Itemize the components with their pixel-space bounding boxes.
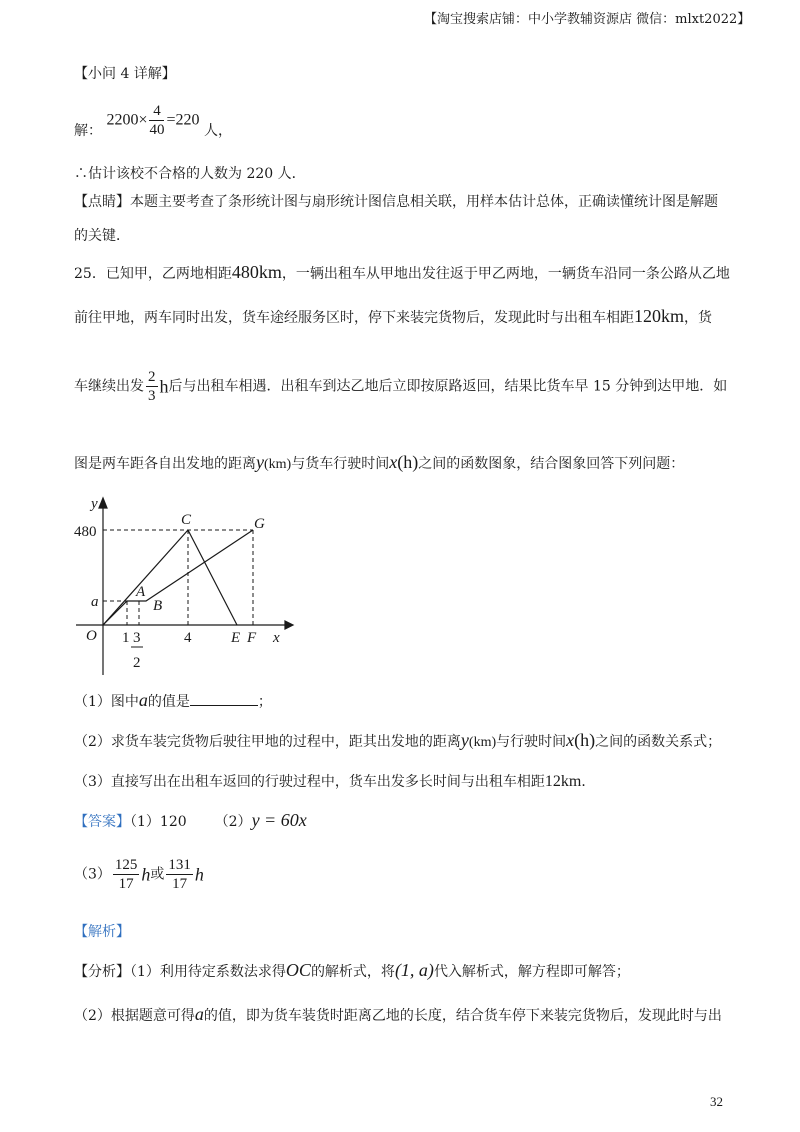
- problem-line4-b: 与货车行驶时间: [291, 456, 390, 472]
- answer-line1: [74, 810, 307, 832]
- analysis-l1-oc: OC: [285, 960, 311, 980]
- analysis-l1-b: 的解析式，将: [310, 964, 395, 980]
- page-number: 32: [710, 1094, 723, 1109]
- problem-frac-den: 3: [148, 388, 156, 404]
- problem-unit-h: h: [159, 376, 169, 397]
- q2-c: 之间的函数关系式；: [595, 734, 722, 750]
- q4-frac-den: 40: [149, 122, 165, 138]
- q4-conclusion: ∴估计该校不合格的人数为 220 人．: [74, 166, 306, 182]
- label-a: a: [91, 594, 99, 610]
- analysis-line2: [74, 1004, 722, 1026]
- problem-line4-c: 之间的函数图象，结合图象回答下列问题：: [418, 456, 685, 472]
- problem-var-x: x: [389, 452, 398, 472]
- problem-line3-a: 车继续出发: [74, 378, 144, 395]
- question-2: [74, 730, 721, 753]
- label-480: 480: [74, 524, 97, 540]
- x-axis-arrow: [285, 621, 293, 629]
- q1-a: （1）图中: [74, 694, 139, 710]
- answer-f1-den: 17: [118, 876, 134, 892]
- problem-line1: [74, 262, 730, 284]
- problem-line3: [74, 368, 727, 408]
- q4-fraction: [149, 102, 164, 139]
- label-F: F: [247, 630, 257, 646]
- line-OC: [103, 530, 188, 625]
- answer-h2: h: [194, 864, 204, 885]
- answer-h1: h: [141, 864, 151, 885]
- question-1: [74, 690, 272, 712]
- answer-p3: （3）: [74, 866, 111, 883]
- q1-blank: [190, 691, 258, 706]
- label-G: G: [254, 516, 265, 532]
- q4-expr-right: =220: [166, 111, 200, 129]
- problem-line3-b: 后与出租车相遇．出租车到达乙地后立即按原路返回，结果比货车早 15 分钟到达甲地．如: [168, 378, 728, 395]
- answer-p2: （2）: [214, 814, 252, 830]
- label-O: O: [86, 628, 97, 644]
- line-OABG: [103, 530, 253, 625]
- q4-sol-prefix: 解：: [74, 122, 102, 139]
- label-B: B: [153, 598, 163, 614]
- label-C: C: [181, 512, 192, 528]
- problem-line2-b: ，货: [684, 310, 713, 326]
- analysis-l1-c: 代入解析式，解方程即可解答；: [433, 964, 630, 980]
- problem-dist2: 120km: [634, 306, 685, 326]
- answer-line3: [74, 856, 204, 900]
- answer-p2-expr: y = 60x: [251, 810, 307, 830]
- answer-p1: （1）120: [130, 814, 187, 830]
- problem-dist1: 480km: [231, 262, 282, 282]
- q1-b: 的值是: [147, 694, 190, 710]
- q1-var: a: [138, 690, 148, 710]
- label-x: x: [273, 630, 280, 646]
- q4-solution: [74, 102, 232, 142]
- problem-line2: [74, 306, 712, 328]
- problem-paren-h: (h): [397, 452, 419, 472]
- label-E: E: [231, 630, 241, 646]
- answer-or: 或: [150, 866, 165, 883]
- function-graph: [60, 490, 300, 686]
- q4-expr-left: 2200×: [106, 111, 148, 129]
- analysis-line1: [74, 960, 630, 982]
- q3-b: ．: [581, 774, 596, 790]
- answer-label: 【答案】: [74, 814, 130, 830]
- q4-frac-num: 4: [149, 102, 164, 121]
- q2-a: （2）求货车装完货物后驶往甲地的过程中，距其出发地的距离: [74, 734, 461, 750]
- problem-line4-a: 图是两车距各自出发地的距离: [74, 456, 256, 472]
- answer-f1-num: 125: [114, 857, 138, 873]
- remark-line2: 的关键．: [74, 228, 130, 244]
- q2-y: y: [460, 730, 469, 750]
- label-2: 2: [133, 655, 141, 671]
- label-y: y: [91, 496, 98, 512]
- header-shop-info: 【淘宝搜索店铺：中小学教辅资源店 微信：mlxt2022】: [424, 12, 751, 27]
- label-3: 3: [133, 630, 141, 646]
- analysis-l2-b: 的值，即为货车装货时距离乙地的长度，结合货车停下来装完货物后，发现此时与出: [203, 1008, 722, 1024]
- label-4: 4: [184, 630, 192, 646]
- problem-frac-num: 2: [148, 369, 156, 385]
- problem-line4: [74, 452, 684, 475]
- answer-frac2: [166, 856, 193, 893]
- q2-b: 与行驶时间: [496, 734, 567, 750]
- analysis-l2-a: （2）根据题意可得: [74, 1008, 195, 1024]
- answer-frac1: [113, 856, 140, 893]
- answer-f2-num: 131: [168, 857, 191, 873]
- problem-line1-a: 25．已知甲，乙两地相距: [74, 266, 232, 282]
- problem-var-y: y: [256, 452, 264, 472]
- q2-h: (h): [574, 730, 596, 750]
- line-CE: [188, 530, 237, 625]
- q4-heading: 【小问 4 详解】: [74, 66, 176, 82]
- label-A: A: [136, 584, 146, 600]
- question-3: [74, 772, 595, 792]
- q3-dist: 12km: [544, 773, 582, 790]
- y-axis-arrow: [99, 498, 107, 508]
- q2-x: x: [566, 730, 575, 750]
- analysis-l2-var: a: [194, 1004, 204, 1024]
- problem-line1-b: ，一辆出租车从甲地出发往返于甲乙两地，一辆货车沿同一条公路从乙地: [281, 266, 730, 282]
- answer-f2-den: 17: [172, 876, 188, 892]
- analysis-label: 【解析】: [74, 924, 130, 940]
- problem-paren-km: (km): [264, 457, 292, 472]
- q3-a: （3）直接写出在出租车返回的行驶过程中，货车出发多长时间与出租车相距: [74, 774, 545, 790]
- analysis-l1-a: 【分析】（1）利用待定系数法求得: [74, 964, 286, 980]
- analysis-l1-pt: (1, a): [394, 960, 434, 980]
- problem-fraction: [146, 368, 158, 405]
- remark-line1: 【点睛】本题主要考查了条形统计图与扇形统计图信息相关联，用样本估计总体，正确读懂统计图是解题: [74, 194, 718, 210]
- q1-c: ；: [257, 694, 272, 710]
- q4-unit: 人，: [203, 122, 232, 139]
- q2-km: (km): [468, 735, 497, 750]
- problem-line2-a: 前往甲地，两车同时出发，货车途经服务区时，停下来装完货物后，发现此时与出租车相距: [74, 310, 634, 326]
- label-1: 1: [122, 630, 130, 646]
